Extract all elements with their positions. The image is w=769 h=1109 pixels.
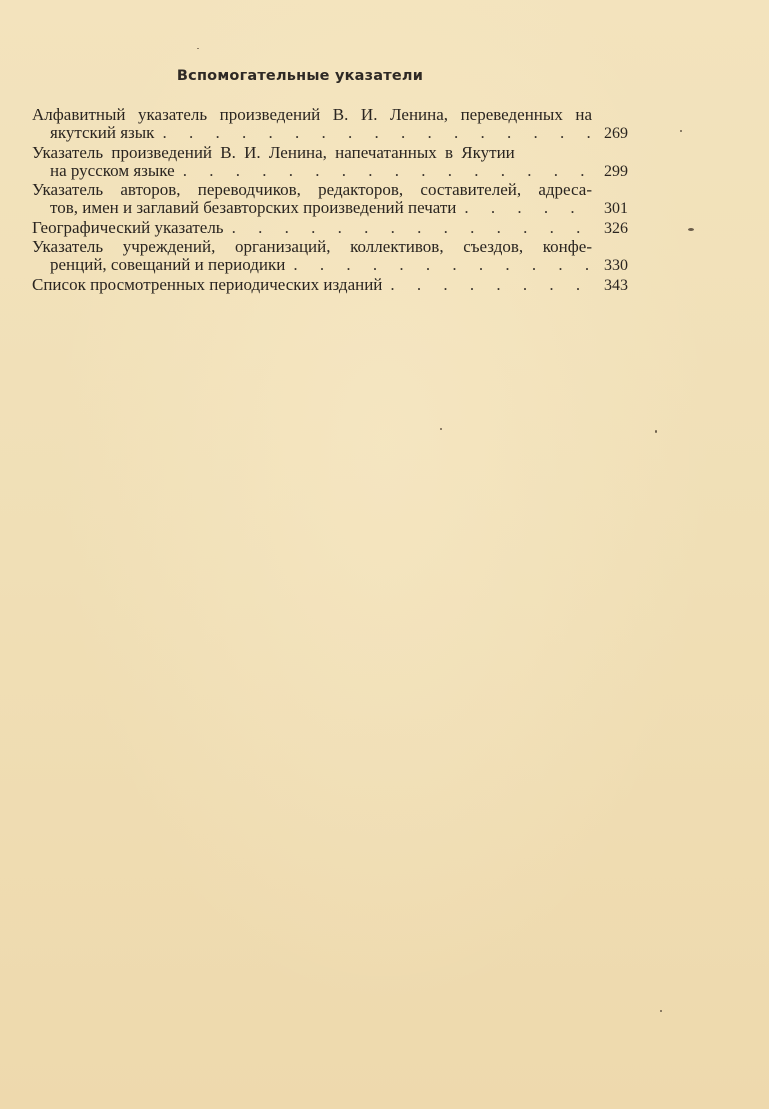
page-number: 301 xyxy=(604,200,628,218)
paper-speck xyxy=(440,428,442,430)
dot-leader xyxy=(382,276,598,294)
entry-title-text: тов, имен и заглавий безавторских произведений печати xyxy=(50,198,457,218)
dot-leader xyxy=(456,199,598,217)
page-number: 269 xyxy=(604,125,628,143)
entry-title-line xyxy=(32,219,628,238)
toc-entry[interactable] xyxy=(32,106,628,144)
toc-entry[interactable] xyxy=(32,219,628,238)
page-number: 343 xyxy=(604,276,628,294)
entry-title-text: на русском языке xyxy=(50,160,175,180)
toc-entry[interactable] xyxy=(32,238,628,276)
entry-title-continuation xyxy=(32,162,628,181)
entry-title-continuation xyxy=(32,124,628,143)
paper-speck xyxy=(680,130,682,132)
page-number: 326 xyxy=(604,219,628,237)
toc-entry[interactable] xyxy=(32,276,628,295)
section-heading: Вспомогательные указатели xyxy=(176,68,424,84)
table-of-contents xyxy=(32,106,628,295)
entry-title-line: Алфавитный указатель произведений В. И. Ленина, переведенных на xyxy=(32,105,592,124)
dot-leader xyxy=(224,219,598,237)
entry-title-text: ренций, совещаний и периодики xyxy=(50,255,286,275)
entry-title-line xyxy=(32,276,628,295)
dot-leader xyxy=(154,124,598,142)
entry-title-text: Географический указатель xyxy=(32,217,224,237)
entry-title-text: якутский язык xyxy=(50,123,155,143)
toc-entry[interactable] xyxy=(32,144,628,182)
paper-speck xyxy=(197,48,199,49)
entry-title-continuation xyxy=(32,199,628,218)
entry-title-text: Список просмотренных периодических изданий xyxy=(32,274,383,294)
entry-title-line: Указатель авторов, переводчиков, редакторов, составителей, адреса- xyxy=(32,180,592,200)
dot-leader xyxy=(285,256,598,274)
paper-speck xyxy=(660,1010,662,1012)
paper-speck xyxy=(688,228,694,231)
page-number: 299 xyxy=(604,162,628,180)
paper-speck xyxy=(655,430,657,433)
entry-title-line: Указатель учреждений, организаций, коллективов, съездов, конфе- xyxy=(32,237,592,257)
page-number: 330 xyxy=(604,257,628,275)
toc-entry[interactable] xyxy=(32,181,628,219)
dot-leader xyxy=(175,162,598,180)
entry-title-line: Указатель произведений В. И. Ленина, напечатанных в Якутии xyxy=(32,142,515,162)
entry-title-continuation xyxy=(32,256,628,275)
